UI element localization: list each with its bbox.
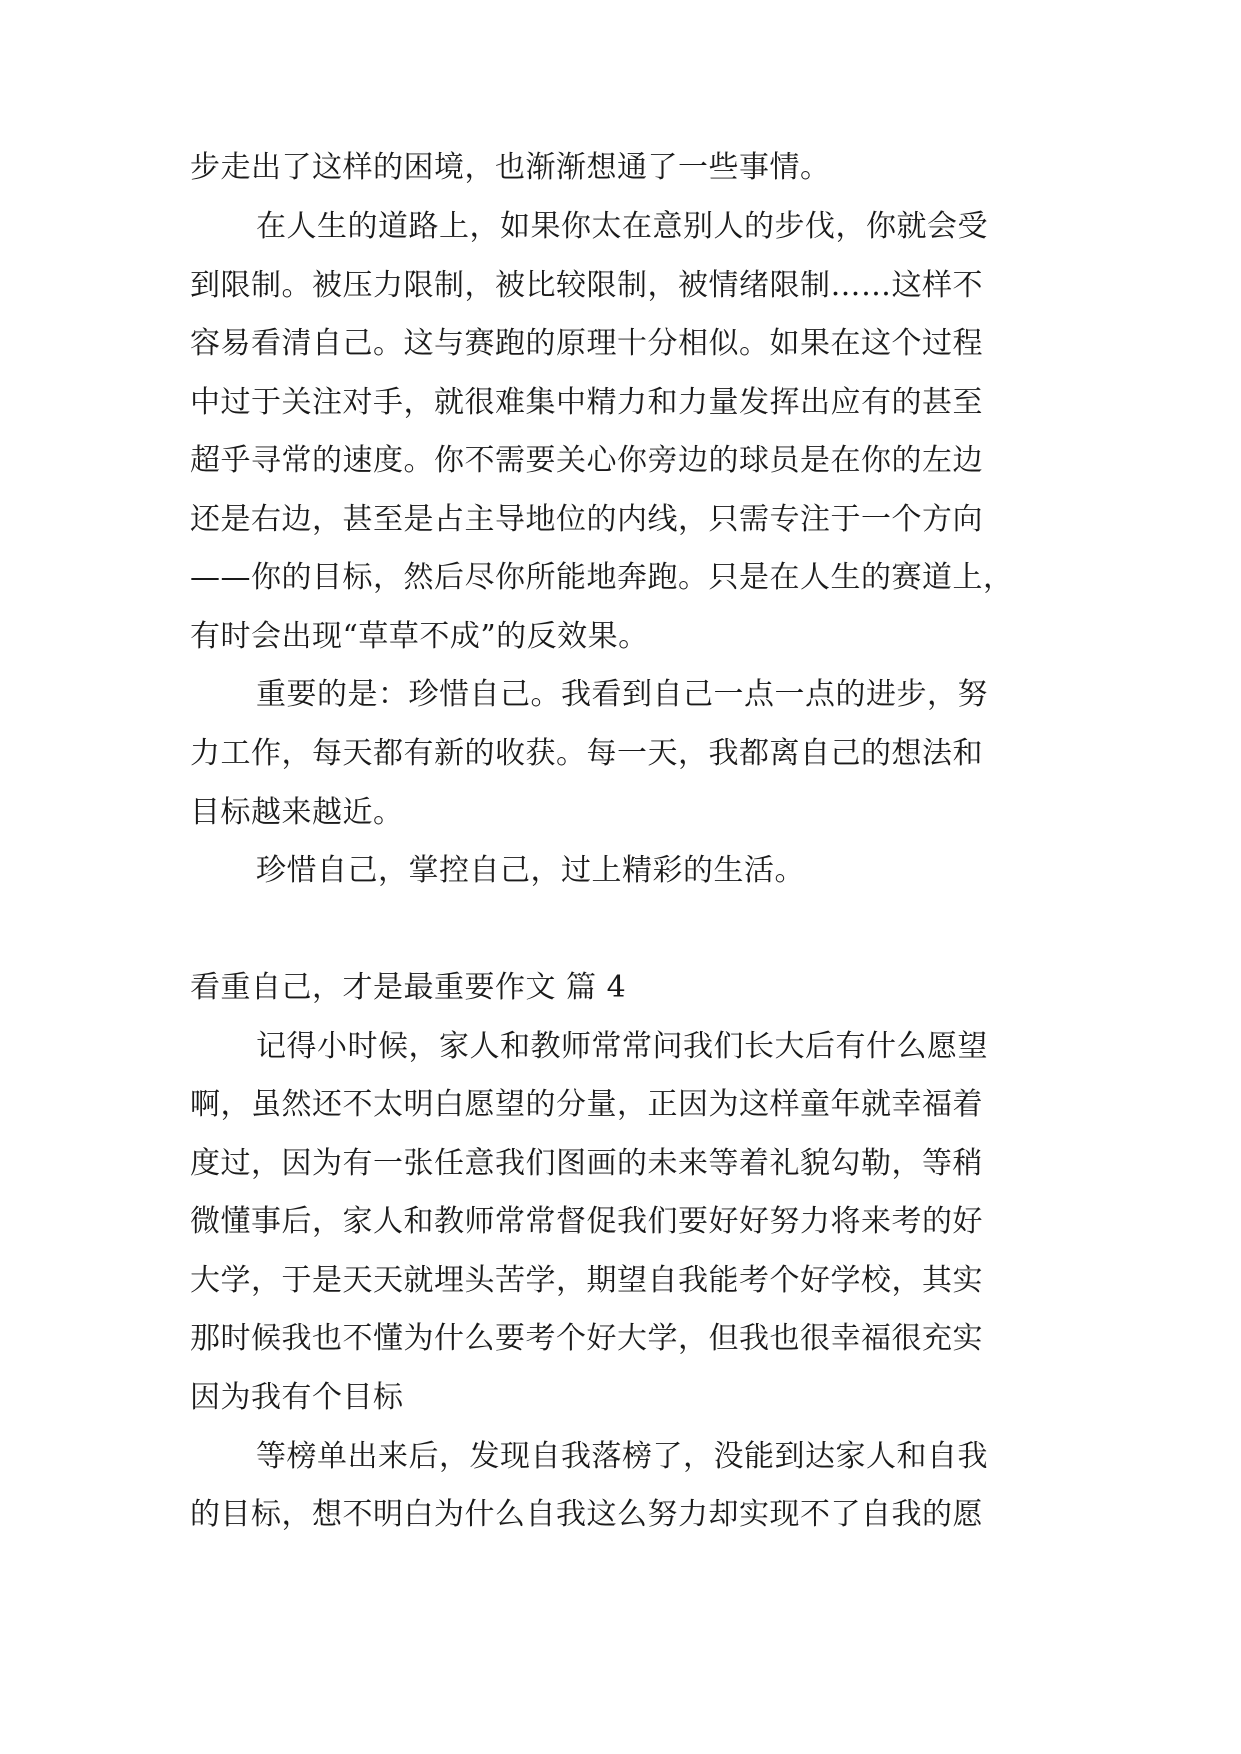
paragraph-start-line: 珍惜自己，掌控自己，过上精彩的生活。 [256,853,805,888]
text-line: 到限制。被压力限制，被比较限制，被情绪限制……这样不 [190,268,983,303]
text-line: 度过，因为有一张任意我们图画的未来等着礼貌勾勒，等稍 [190,1146,983,1181]
text-line: 容易看清自己。这与赛跑的原理十分相似。如果在这个过程 [190,326,983,361]
paragraph-start-line: 记得小时候，家人和教师常常问我们长大后有什么愿望 [256,1029,988,1064]
text-line: 有时会出现“草草不成”的反效果。 [190,619,649,654]
text-line: 目标越来越近。 [190,795,404,830]
section-heading: 看重自己，才是最重要作文 篇 4 [190,970,627,1005]
paragraph-start-line: 等榜单出来后，发现自我落榜了，没能到达家人和自我 [256,1439,988,1474]
text-line: 那时候我也不懂为什么要考个好大学，但我也很幸福很充实 [190,1321,983,1356]
text-line: 步走出了这样的困境，也渐渐想通了一些事情。 [190,150,831,185]
paragraph-start-line: 在人生的道路上，如果你太在意别人的步伐，你就会受 [256,209,988,244]
text-line: ——你的目标，然后尽你所能地奔跑。只是在人生的赛道上， [190,560,1014,595]
paragraph-start-line: 重要的是：珍惜自己。我看到自己一点一点的进步，努 [256,677,988,712]
text-line: 啊，虽然还不太明白愿望的分量，正因为这样童年就幸福着 [190,1087,983,1122]
text-line: 力工作，每天都有新的收获。每一天，我都离自己的想法和 [190,736,983,771]
text-line: 大学，于是天天就埋头苦学，期望自我能考个好学校，其实 [190,1263,983,1298]
text-line: 还是右边，甚至是占主导地位的内线，只需专注于一个方向 [190,502,983,537]
text-line: 中过于关注对手，就很难集中精力和力量发挥出应有的甚至 [190,385,983,420]
text-line: 的目标，想不明白为什么自我这么努力却实现不了自我的愿 [190,1497,983,1532]
text-line: 因为我有个目标 [190,1380,404,1415]
text-line: 超乎寻常的速度。你不需要关心你旁边的球员是在你的左边 [190,443,983,478]
text-line: 微懂事后，家人和教师常常督促我们要好好努力将来考的好 [190,1204,983,1239]
